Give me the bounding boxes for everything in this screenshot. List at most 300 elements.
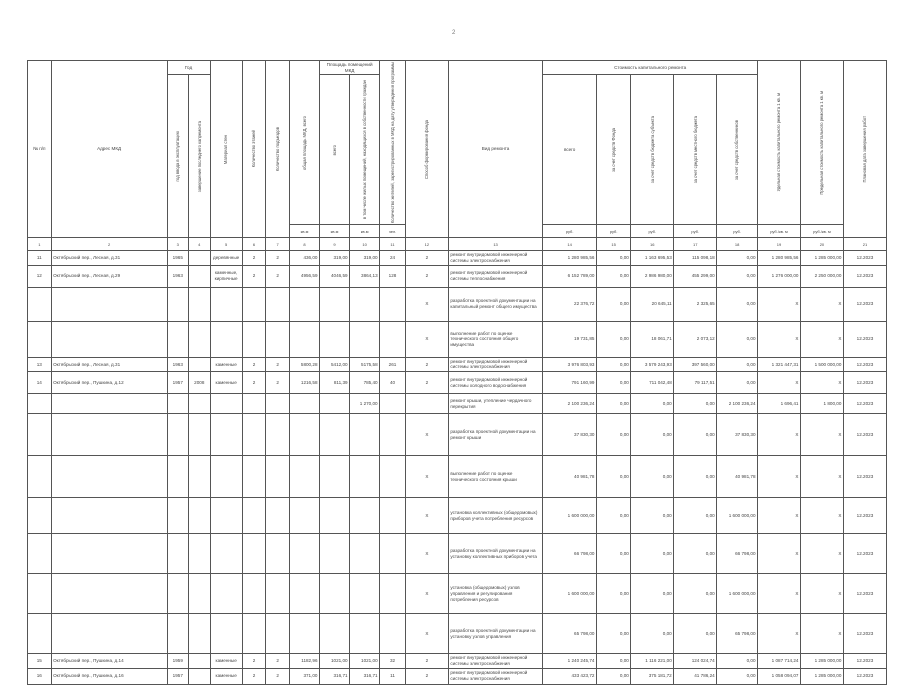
- cell-a2: [320, 456, 350, 498]
- page-number-mark: 2: [452, 30, 456, 36]
- column-number-row: [28, 238, 887, 251]
- cell-num: [28, 321, 52, 357]
- cell-address: [51, 394, 167, 414]
- cell-res: [380, 414, 406, 456]
- cell-c6: Х: [758, 321, 801, 357]
- cell-d: 12.2023: [843, 372, 886, 394]
- cell-meth: Х: [405, 498, 448, 534]
- cell-y1: 1963: [167, 357, 188, 371]
- cell-c3: 3 579 243,93: [631, 357, 674, 371]
- cell-y1: [167, 414, 188, 456]
- cell-a3: 316,71: [350, 668, 380, 684]
- cell-res: [380, 614, 406, 654]
- column-number-cell: 20: [800, 238, 843, 251]
- cell-c3: 0,00: [631, 456, 674, 498]
- col-cost-limit-header: Предельная стоимость капитального ремонта 1 кв. м: [800, 61, 843, 225]
- col-area-group-header: Площадь помещений МКД: [320, 61, 380, 75]
- cell-c4: 0,00: [674, 574, 717, 614]
- cell-mat: [210, 614, 242, 654]
- unit-cell: руб.: [596, 225, 630, 238]
- cell-fl: [242, 614, 266, 654]
- cell-a2: 5412,00: [320, 357, 350, 371]
- unit-cell: руб.: [631, 225, 674, 238]
- cell-a3: 319,00: [350, 251, 380, 265]
- cell-address: [51, 287, 167, 321]
- cell-a1: [289, 574, 319, 614]
- cell-mat: [210, 321, 242, 357]
- cell-d: 12.2023: [843, 287, 886, 321]
- cell-c7: Х: [800, 456, 843, 498]
- cell-work: выполнение работ по оценке технического состояния крыши: [448, 456, 542, 498]
- cell-a3: [350, 534, 380, 574]
- cell-d: 12.2023: [843, 265, 886, 287]
- cell-mat: [210, 414, 242, 456]
- cell-mat: [210, 574, 242, 614]
- cell-a3: 3864,13: [350, 265, 380, 287]
- col-cost-unit-header: Удельная стоимость капитального ремонта 1 кв. м: [758, 61, 801, 225]
- cell-c4: 455 299,00: [674, 265, 717, 287]
- cell-y1: 1957: [167, 372, 188, 394]
- cell-en: 2: [266, 251, 290, 265]
- cell-c2: 0,00: [596, 394, 630, 414]
- unit-cell: руб.: [543, 225, 597, 238]
- cell-mat: каменные: [210, 372, 242, 394]
- cell-meth: 2: [405, 654, 448, 668]
- cell-work: разработка проектной документации на установку коллективных приборов учета: [448, 534, 542, 574]
- column-number-cell: 17: [674, 238, 717, 251]
- cell-mat: каменные: [210, 357, 242, 371]
- cell-c6: 1 321 447,31: [758, 357, 801, 371]
- col-year-build-header: год ввода в эксплуатацию: [167, 75, 188, 238]
- column-number-cell: 3: [167, 238, 188, 251]
- cell-meth: 2: [405, 668, 448, 684]
- cell-res: [380, 456, 406, 498]
- col-area-all-header: всего: [320, 75, 350, 225]
- cell-c2: 0,00: [596, 287, 630, 321]
- cell-c7: 1 500 000,00: [800, 357, 843, 371]
- cell-num: [28, 456, 52, 498]
- cell-c7: Х: [800, 372, 843, 394]
- cell-a2: 1021,00: [320, 654, 350, 668]
- unit-cell: кв.м: [320, 225, 350, 238]
- cell-num: [28, 614, 52, 654]
- col-area-total-header: общая площадь МКД, всего: [289, 61, 319, 225]
- unit-cell: руб.: [717, 225, 758, 238]
- cell-meth: 2: [405, 251, 448, 265]
- cell-address: Октябрьский пер., Пушкина, д.16: [51, 668, 167, 684]
- cell-c3: 1 116 221,00: [631, 654, 674, 668]
- cell-c3: 18 061,71: [631, 321, 674, 357]
- cell-c5: 0,00: [717, 357, 758, 371]
- cell-address: Октябрьский пер., Пушкина, д.12: [51, 372, 167, 394]
- cell-fl: [242, 394, 266, 414]
- cell-mat: деревянные: [210, 251, 242, 265]
- unit-cell: кв.м: [289, 225, 319, 238]
- cell-c4: 124 024,74: [674, 654, 717, 668]
- cell-mat: [210, 456, 242, 498]
- cell-address: [51, 534, 167, 574]
- cell-a1: 5800,28: [289, 357, 319, 371]
- cell-c1: 791 160,99: [543, 372, 597, 394]
- cell-mat: каменные: [210, 668, 242, 684]
- cell-c2: 0,00: [596, 414, 630, 456]
- cell-a3: [350, 614, 380, 654]
- cell-c5: 66 798,00: [717, 534, 758, 574]
- cell-c2: 0,00: [596, 321, 630, 357]
- cell-c7: 1 285 000,00: [800, 251, 843, 265]
- cell-en: [266, 614, 290, 654]
- cell-work: ремонт внутридомовой инженерной системы электроснабжения: [448, 668, 542, 684]
- cell-en: [266, 414, 290, 456]
- cell-a1: 371,00: [289, 668, 319, 684]
- cell-c7: Х: [800, 534, 843, 574]
- cell-a3: [350, 456, 380, 498]
- cell-work: установка коллективных (общедомовых) приборов учета потребления ресурсов: [448, 498, 542, 534]
- cell-fl: 2: [242, 668, 266, 684]
- cell-work: разработка проектной документации на капитальный ремонт общего имущества: [448, 287, 542, 321]
- cell-c2: 0,00: [596, 534, 630, 574]
- col-address-header: Адрес МКД: [51, 61, 167, 238]
- cell-y1: [167, 287, 188, 321]
- column-number-cell: 11: [380, 238, 406, 251]
- cell-y2: [189, 321, 210, 357]
- col-cost-reg-header: за счет средств бюджета субъекта: [631, 75, 674, 225]
- cell-address: Октябрьский пер., Пушкина, д.14: [51, 654, 167, 668]
- cell-c2: 0,00: [596, 668, 630, 684]
- table-row: [28, 394, 887, 414]
- cell-c6: 1 696,41: [758, 394, 801, 414]
- cell-a3: [350, 414, 380, 456]
- cell-c4: 2 325,65: [674, 287, 717, 321]
- unit-cell: руб.: [674, 225, 717, 238]
- cell-num: [28, 414, 52, 456]
- unit-cell: руб./кв. м: [758, 225, 801, 238]
- cell-c4: 0,00: [674, 534, 717, 574]
- cell-y2: [189, 574, 210, 614]
- cell-res: 24: [380, 251, 406, 265]
- cell-work: ремонт внутридомовой инженерной системы электроснабжения: [448, 251, 542, 265]
- cell-c7: Х: [800, 574, 843, 614]
- cell-en: 2: [266, 265, 290, 287]
- cell-c5: 37 830,30: [717, 414, 758, 456]
- table-header: [28, 61, 887, 251]
- column-number-cell: 21: [843, 238, 886, 251]
- cell-c5: 40 981,78: [717, 456, 758, 498]
- cell-y1: [167, 498, 188, 534]
- cell-en: 2: [266, 654, 290, 668]
- cell-c4: 0,00: [674, 456, 717, 498]
- col-area-citizens-header: в том числе жилых помещений, находящихся в собственности граждан: [350, 75, 380, 225]
- cell-a1: [289, 287, 319, 321]
- cell-work: ремонт внутридомовой инженерной системы электроснабжения: [448, 357, 542, 371]
- cell-y1: [167, 456, 188, 498]
- unit-cell: руб./кв. м: [800, 225, 843, 238]
- cell-num: 13: [28, 357, 52, 371]
- unit-cell: кв.м: [350, 225, 380, 238]
- cell-y2: [189, 498, 210, 534]
- table-row: [28, 265, 887, 287]
- cell-c5: 0,00: [717, 265, 758, 287]
- cell-c1: 433 423,72: [543, 668, 597, 684]
- cell-d: 12.2023: [843, 534, 886, 574]
- cell-d: 12.2023: [843, 251, 886, 265]
- cell-y2: [189, 414, 210, 456]
- cell-c7: Х: [800, 321, 843, 357]
- cell-work: ремонт внутридомовой инженерной системы электроснабжения: [448, 654, 542, 668]
- cell-work: разработка проектной документации на ремонт крыши: [448, 414, 542, 456]
- cell-res: 40: [380, 372, 406, 394]
- cell-a1: 1216,58: [289, 372, 319, 394]
- cell-mat: [210, 534, 242, 574]
- cell-d: 12.2023: [843, 321, 886, 357]
- cell-y1: 1957: [167, 668, 188, 684]
- cell-num: [28, 287, 52, 321]
- cell-a2: [320, 287, 350, 321]
- cell-c3: 1 163 695,53: [631, 251, 674, 265]
- cell-mat: [210, 498, 242, 534]
- cell-fl: 2: [242, 251, 266, 265]
- cell-en: 2: [266, 357, 290, 371]
- cell-res: 128: [380, 265, 406, 287]
- cell-c2: 0,00: [596, 498, 630, 534]
- cell-fl: [242, 574, 266, 614]
- cell-meth: Х: [405, 287, 448, 321]
- cell-a3: 1021,00: [350, 654, 380, 668]
- cell-c6: Х: [758, 456, 801, 498]
- cell-a3: 785,40: [350, 372, 380, 394]
- cell-c4: 115 098,18: [674, 251, 717, 265]
- column-number-cell: 14: [543, 238, 597, 251]
- column-number-cell: 2: [51, 238, 167, 251]
- cell-fl: [242, 456, 266, 498]
- cell-fl: [242, 414, 266, 456]
- cell-y2: [189, 614, 210, 654]
- cell-res: [380, 321, 406, 357]
- col-cost-total-header: всего: [543, 75, 597, 225]
- cell-num: [28, 574, 52, 614]
- cell-c1: 6 152 789,00: [543, 265, 597, 287]
- table-row: [28, 251, 887, 265]
- cell-a3: 5175,58: [350, 357, 380, 371]
- col-deadline-header: Плановая дата завершения работ: [843, 61, 886, 238]
- cell-num: 11: [28, 251, 52, 265]
- cell-res: 11: [380, 668, 406, 684]
- cell-c3: 0,00: [631, 574, 674, 614]
- cell-fl: 2: [242, 372, 266, 394]
- cell-d: 12.2023: [843, 498, 886, 534]
- col-material-header: Материал стен: [210, 61, 242, 238]
- cell-c5: 0,00: [717, 251, 758, 265]
- cell-work: выполнение работ по оценке технического состояния общего имущества: [448, 321, 542, 357]
- cell-en: [266, 534, 290, 574]
- cell-num: 16: [28, 668, 52, 684]
- cell-c4: 0,00: [674, 498, 717, 534]
- cell-c7: Х: [800, 614, 843, 654]
- cell-c2: 0,00: [596, 574, 630, 614]
- cell-address: [51, 498, 167, 534]
- cell-y2: [189, 287, 210, 321]
- col-method-header: Способ формирования фонда: [405, 61, 448, 238]
- cell-a1: 1182,96: [289, 654, 319, 668]
- cell-fl: 2: [242, 265, 266, 287]
- cell-d: 12.2023: [843, 668, 886, 684]
- cell-c1: 1 280 985,56: [543, 251, 597, 265]
- cell-c3: 0,00: [631, 534, 674, 574]
- cell-c7: Х: [800, 287, 843, 321]
- cell-d: 12.2023: [843, 574, 886, 614]
- table-row: [28, 654, 887, 668]
- capital-repair-table: [27, 60, 887, 685]
- cell-c3: 0,00: [631, 498, 674, 534]
- cell-address: Октябрьский пер., Лесная, д.31: [51, 357, 167, 371]
- cell-c3: 711 042,48: [631, 372, 674, 394]
- cell-c2: 0,00: [596, 357, 630, 371]
- cell-c6: Х: [758, 498, 801, 534]
- table-row: [28, 357, 887, 371]
- cell-work: разработка проектной документации на установку узлов управления: [448, 614, 542, 654]
- cell-c6: Х: [758, 287, 801, 321]
- cell-c7: 1 285 000,00: [800, 654, 843, 668]
- col-work-header: Вид ремонта: [448, 61, 542, 238]
- cell-c6: Х: [758, 414, 801, 456]
- cell-c2: 0,00: [596, 251, 630, 265]
- cell-address: [51, 414, 167, 456]
- column-number-cell: 1: [28, 238, 52, 251]
- cell-res: [380, 498, 406, 534]
- col-cost-group-header: Стоимость капитального ремонта: [543, 61, 758, 75]
- cell-a3: [350, 574, 380, 614]
- cell-y2: [189, 456, 210, 498]
- cell-fl: [242, 287, 266, 321]
- cell-c4: 2 073,12: [674, 321, 717, 357]
- column-number-cell: 16: [631, 238, 674, 251]
- column-number-cell: 13: [448, 238, 542, 251]
- cell-c1: 22 376,72: [543, 287, 597, 321]
- cell-y1: 1965: [167, 251, 188, 265]
- cell-en: [266, 498, 290, 534]
- table-row: [28, 287, 887, 321]
- cell-meth: Х: [405, 456, 448, 498]
- cell-c5: 0,00: [717, 287, 758, 321]
- cell-num: [28, 498, 52, 534]
- table-row: [28, 534, 887, 574]
- cell-res: [380, 574, 406, 614]
- cell-c2: 0,00: [596, 614, 630, 654]
- cell-a2: [320, 574, 350, 614]
- cell-fl: 2: [242, 654, 266, 668]
- cell-c2: 0,00: [596, 456, 630, 498]
- table-row: [28, 372, 887, 394]
- cell-a1: [289, 456, 319, 498]
- cell-num: [28, 534, 52, 574]
- cell-y1: [167, 321, 188, 357]
- cell-fl: [242, 321, 266, 357]
- cell-y2: [189, 251, 210, 265]
- col-residents-header: Количество жителей, зарегистрированных в МКД на дату утверждения программы: [380, 61, 406, 225]
- cell-a1: 4956,59: [289, 265, 319, 287]
- table-row: [28, 668, 887, 684]
- column-number-cell: 10: [350, 238, 380, 251]
- cell-c3: 375 181,72: [631, 668, 674, 684]
- col-year-repair-header: завершение последнего капремонта: [189, 75, 210, 238]
- cell-y2: [189, 265, 210, 287]
- cell-c1: 65 798,00: [543, 614, 597, 654]
- cell-res: [380, 534, 406, 574]
- cell-res: [380, 287, 406, 321]
- cell-c2: 0,00: [596, 372, 630, 394]
- cell-a1: [289, 614, 319, 654]
- cell-meth: 2: [405, 265, 448, 287]
- cell-num: 15: [28, 654, 52, 668]
- cell-y1: [167, 574, 188, 614]
- cell-a2: [320, 321, 350, 357]
- cell-c4: 0,00: [674, 414, 717, 456]
- cell-c1: 19 731,85: [543, 321, 597, 357]
- cell-en: [266, 574, 290, 614]
- col-cost-mun-header: за счет средств местного бюджета: [674, 75, 717, 225]
- cell-c6: 1 280 985,56: [758, 251, 801, 265]
- col-year-group-header: Год: [167, 61, 210, 75]
- col-num-header: № п/п: [28, 61, 52, 238]
- cell-c5: 0,00: [717, 668, 758, 684]
- col-floors-header: Количество этажей: [242, 61, 266, 238]
- cell-a3: [350, 498, 380, 534]
- cell-d: 12.2023: [843, 357, 886, 371]
- cell-en: [266, 394, 290, 414]
- cell-fl: 2: [242, 357, 266, 371]
- cell-d: 12.2023: [843, 614, 886, 654]
- table-row: [28, 321, 887, 357]
- cell-c3: 2 986 980,00: [631, 265, 674, 287]
- column-number-cell: 19: [758, 238, 801, 251]
- cell-c5: 65 798,00: [717, 614, 758, 654]
- cell-c1: 1 240 245,74: [543, 654, 597, 668]
- cell-c6: 1 276 000,00: [758, 265, 801, 287]
- table-row: [28, 498, 887, 534]
- cell-y2: [189, 654, 210, 668]
- cell-mat: каменные: [210, 654, 242, 668]
- cell-c3: 20 645,11: [631, 287, 674, 321]
- cell-en: 2: [266, 668, 290, 684]
- table-body: [28, 251, 887, 684]
- cell-c1: 1 600 000,00: [543, 498, 597, 534]
- cell-a2: 811,39: [320, 372, 350, 394]
- cell-y2: [189, 394, 210, 414]
- column-number-cell: 5: [210, 238, 242, 251]
- cell-res: 32: [380, 654, 406, 668]
- cell-c5: 0,00: [717, 321, 758, 357]
- cell-y2: [189, 534, 210, 574]
- column-number-cell: 4: [189, 238, 210, 251]
- cell-y2: 2008: [189, 372, 210, 394]
- column-number-cell: 15: [596, 238, 630, 251]
- col-cost-own-header: за счет средств собственников: [717, 75, 758, 225]
- cell-c6: 1 058 094,07: [758, 668, 801, 684]
- cell-address: [51, 321, 167, 357]
- cell-d: 12.2023: [843, 456, 886, 498]
- cell-res: [380, 394, 406, 414]
- cell-mat: [210, 287, 242, 321]
- cell-y1: [167, 534, 188, 574]
- cell-meth: 2: [405, 357, 448, 371]
- column-number-cell: 12: [405, 238, 448, 251]
- table-row: [28, 574, 887, 614]
- cell-fl: [242, 498, 266, 534]
- cell-address: Октябрьский пер., Лесная, д.29: [51, 265, 167, 287]
- cell-c7: 1 800,00: [800, 394, 843, 414]
- cell-a1: [289, 321, 319, 357]
- cell-c3: 0,00: [631, 614, 674, 654]
